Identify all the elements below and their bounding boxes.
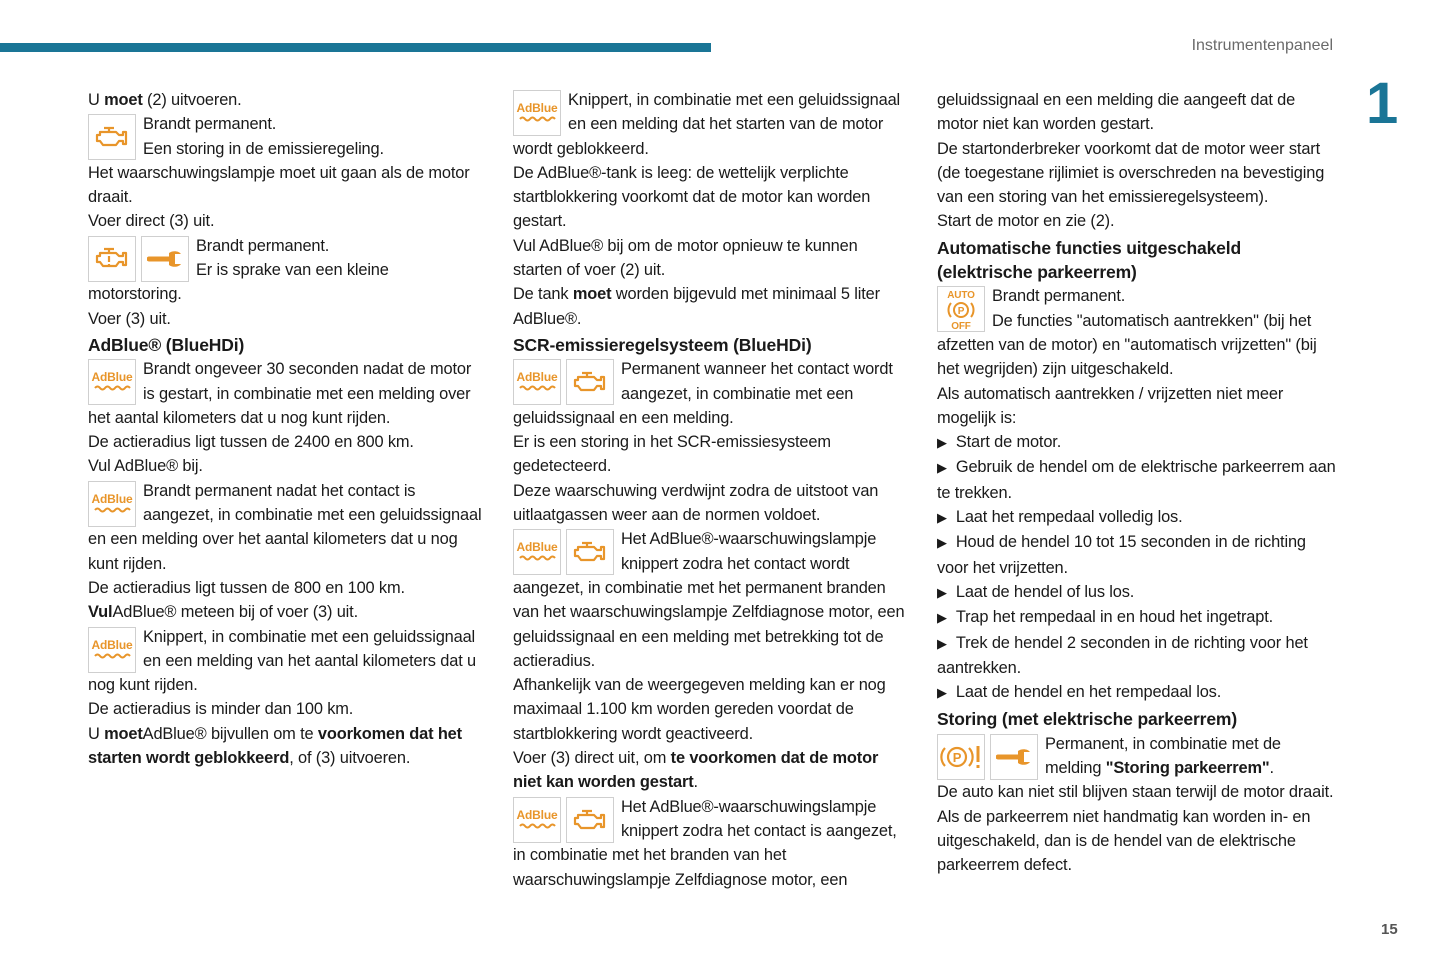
adblue-icon (88, 627, 136, 673)
text-run: De tank (513, 285, 573, 304)
entry-text (88, 625, 486, 698)
svg-text:P: P (957, 306, 965, 318)
bullet-step: ▶ Gebruik de hendel om de elektrische parkeerrem aan te trekken. (937, 455, 1337, 505)
paragraph (937, 805, 1337, 878)
engine-icon (566, 529, 614, 575)
adblue-icon (513, 90, 561, 136)
text-run: Brandt permanent. (992, 287, 1126, 306)
text-run: Brandt permanent. (196, 236, 330, 255)
text-run: . (693, 773, 698, 792)
warning-light-entry (513, 795, 911, 892)
paragraph (937, 382, 1337, 431)
text-run: De actieradius ligt tussen de 800 en 100 km. (88, 578, 405, 597)
text-run: De startonderbreker voorkomt dat de motor weer start (de toegestane rijlimiet is overschreden na bevestiging van een storing van het emissieregelsysteem). (937, 139, 1325, 207)
entry-text (88, 137, 486, 161)
paragraph (88, 430, 486, 454)
paragraph (937, 209, 1337, 233)
text-run: Brandt permanent. (143, 115, 277, 134)
bullet-step: ▶ Laat het rempedaal volledig los. (937, 505, 1337, 530)
paragraph (513, 673, 911, 746)
text-run: De actieradius ligt tussen de 2400 en 800 km. (88, 433, 414, 452)
paragraph (937, 780, 1337, 804)
svg-text:AdBlue: AdBlue (516, 370, 558, 385)
paragraph (88, 454, 486, 478)
text-run: , of (3) uitvoeren. (289, 749, 411, 768)
warning-light-entry (513, 527, 911, 673)
text-run: Afhankelijk van de weergegeven melding kan er nog maximaal 1.100 km worden gereden voordat de startblokkering wordt geactiveerd. (513, 676, 886, 743)
paragraph (88, 307, 486, 331)
adblue-icon (88, 481, 136, 527)
text-run: Brandt permanent nadat het contact is aangezet, in combinatie met een geluidssignaal en een melding over het aantal kilometers dat u nog kunt rijden. (88, 481, 482, 573)
svg-text:AdBlue: AdBlue (516, 807, 558, 822)
entry-text (937, 284, 1337, 308)
warning-icons (88, 236, 189, 282)
column-3 (937, 88, 1337, 878)
text-run: Brandt ongeveer 30 seconden nadat de motor is gestart, in combinatie met een melding over het aantal kilometers dat u nog kunt rijden. (88, 360, 472, 427)
chapter-number: 1 (1366, 71, 1399, 136)
svg-text:AdBlue: AdBlue (516, 101, 558, 115)
warning-light-entry (88, 112, 486, 161)
warning-light-entry (88, 625, 486, 698)
warning-icons (513, 529, 614, 575)
column-2 (513, 88, 911, 892)
section-heading: Storing (met elektrische parkeerrem) (937, 709, 1237, 730)
warning-icons (88, 481, 136, 527)
text-run: Deze waarschuwing verdwijnt zodra de uitstoot van uitlaatgassen weer aan de normen voldoet. (513, 481, 879, 525)
warning-icons (937, 286, 985, 332)
text-run: AdBlue® meteen bij of voer (3) uit. (112, 603, 358, 622)
warning-icons (88, 114, 136, 160)
text-run: Het AdBlue®-waarschuwingslampje knippert zodra het contact is aangezet, in combinatie met het branden van het waarschuwingslampje Zelfdiagnose motor, een (513, 797, 897, 889)
text-run: Start de motor en zie (2). (937, 212, 1115, 231)
text-run: Als automatisch aantrekken / vrijzetten niet meer mogelijk is: (937, 384, 1284, 427)
svg-text:OFF: OFF (951, 321, 971, 331)
bullet-step: ▶ Trek de hendel 2 seconden in de richting voor het aantrekken. (937, 631, 1337, 681)
paragraph (88, 697, 486, 721)
svg-text:AdBlue: AdBlue (91, 637, 133, 652)
paragraph (88, 161, 486, 210)
engine-alert-icon (88, 236, 136, 282)
wrench-icon (141, 236, 189, 282)
text-run: worden bijgevuld met minimaal 5 liter AdBlue®. (513, 285, 880, 328)
text-run: . (1269, 759, 1274, 778)
bold-text: moet (104, 91, 143, 109)
text-run: Het waarschuwingslampje moet uit gaan als de motor draait. (88, 163, 470, 207)
paragraph (88, 600, 486, 624)
svg-text:AdBlue: AdBlue (91, 491, 133, 506)
svg-text:P: P (952, 749, 962, 765)
wrench-icon (990, 734, 1038, 780)
bullet-step: ▶ Start de motor. (937, 430, 1337, 455)
bold-text: voorkomen dat het starten wordt geblokkeerd (88, 724, 462, 768)
paragraph (513, 282, 911, 331)
text-run: Voer (3) direct uit, om (513, 749, 671, 768)
text-run: Er is een storing in het SCR-emissiesysteem gedetecteerd. (513, 433, 831, 476)
bold-text: moet (572, 285, 612, 304)
text-run: Er is sprake van een kleine motorstoring. (88, 261, 389, 304)
bold-text: Vul (88, 603, 113, 622)
warning-icons (513, 359, 614, 405)
section-heading: SCR-emissieregelsysteem (BlueHDi) (513, 334, 812, 355)
entry-text (88, 112, 486, 136)
svg-text:AdBlue: AdBlue (91, 370, 133, 385)
paragraph (513, 430, 911, 479)
entry-text (937, 309, 1337, 382)
paragraph (937, 88, 1337, 137)
svg-text:AdBlue: AdBlue (516, 540, 558, 555)
entry-text (88, 479, 486, 576)
text-run: U (88, 91, 105, 109)
section-heading: AdBlue® (BlueHDi) (88, 334, 245, 355)
warning-light-entry (513, 357, 911, 430)
text-run: Voer (3) uit. (88, 309, 171, 328)
warning-icons (513, 90, 561, 136)
paragraph (513, 746, 911, 795)
section-heading: Automatische functies uitgeschakeld (elektrische parkeerrem) (937, 237, 1241, 283)
bullet-step: ▶ Trap het rempedaal in en houd het ingetrapt. (937, 605, 1337, 630)
text-run: Het AdBlue®-waarschuwingslampje knippert zodra het contact wordt aangezet, in combinatie met het permanent branden van het waarschuwingslampje Zelfdiagnose motor, een geluidssignaal en een melding met betrekking tot de actieradius. (513, 530, 905, 670)
text-run: Vul AdBlue® bij. (88, 457, 203, 476)
text-run: Knippert, in combinatie met een geluidssignaal en een melding van het aantal kilometers dat u nog kunt rijden. (88, 627, 476, 695)
text-run: Permanent wanneer het contact wordt aangezet, in combinatie met een geluidssignaal en een melding. (513, 360, 893, 427)
bullet-step: ▶ Houd de hendel 10 tot 15 seconden in de richting voor het vrijzetten. (937, 530, 1337, 580)
paragraph (88, 576, 486, 600)
warning-icons (88, 359, 136, 405)
paragraph (88, 209, 486, 233)
paragraph (513, 161, 911, 234)
text-run: Vul AdBlue® bij om de motor opnieuw te kunnen starten of voer (2) uit. (513, 236, 858, 280)
entry-text (88, 357, 486, 430)
engine-icon (88, 114, 136, 160)
bullet-step: ▶ Laat de hendel of lus los. (937, 580, 1337, 605)
text-run: De auto kan niet stil blijven staan terwijl de motor draait. (937, 783, 1334, 802)
warning-light-entry (88, 479, 486, 576)
paragraph (88, 88, 486, 112)
paragraph (88, 722, 486, 771)
warning-light-entry (513, 88, 911, 161)
paragraph (513, 479, 911, 528)
paragraph (513, 234, 911, 283)
bold-text: te voorkomen dat de motor niet kan worden gestart (513, 749, 879, 792)
text-run: (2) uitvoeren. (142, 91, 242, 109)
warning-light-entry (88, 357, 486, 430)
section-title: Instrumentenpaneel (1191, 37, 1333, 54)
text-run: De AdBlue®-tank is leeg: de wettelijk verplichte startblokkering voorkomt dat de motor kan worden gestart. (513, 163, 871, 231)
column-1 (88, 88, 486, 770)
adblue-icon (88, 359, 136, 405)
warning-light-entry (937, 284, 1337, 381)
text-run: Permanent, in combinatie met de melding (1045, 734, 1281, 778)
text-run: geluidssignaal en een melding die aangeeft dat de motor niet kan worden gestart. (937, 91, 1296, 134)
svg-text:AUTO: AUTO (947, 290, 975, 302)
text-run: Als de parkeerrem niet handmatig kan worden in- en uitgeschakeld, dan is de hendel van de elektrische parkeerrem defect. (937, 807, 1311, 875)
engine-icon (566, 797, 614, 843)
paragraph (937, 137, 1337, 210)
park-brake-fault-icon (937, 734, 985, 780)
text-run: AdBlue® bijvullen om te (142, 724, 318, 743)
adblue-icon (513, 529, 561, 575)
text-run: De actieradius is minder dan 100 km. (88, 700, 354, 719)
text-run: Knippert, in combinatie met een geluidssignaal en een melding dat het starten van de motor wordt geblokkeerd. (513, 91, 901, 158)
bold-text: moet (104, 724, 143, 743)
text-run: Voer direct (3) uit. (88, 212, 215, 231)
engine-icon (566, 359, 614, 405)
adblue-icon (513, 359, 561, 405)
warning-icons (513, 797, 614, 843)
text-run: U (88, 724, 105, 743)
warning-icons (937, 734, 1038, 780)
entry-text (513, 88, 911, 161)
warning-light-entry (937, 732, 1337, 781)
header-accent-bar (0, 43, 711, 52)
auto-park-off-icon (937, 286, 985, 332)
text-run: De functies "automatisch aantrekken" (bij het afzetten van de motor) en "automatisch vrijzetten" (bij het wegrijden) zijn uitgeschakeld. (937, 311, 1317, 379)
warning-icons (88, 627, 136, 673)
bullet-step: ▶ Laat de hendel en het rempedaal los. (937, 680, 1337, 705)
bold-text: "Storing parkeerrem" (1105, 759, 1270, 778)
text-run: Een storing in de emissieregeling. (143, 139, 384, 158)
warning-light-entry (88, 234, 486, 307)
adblue-icon (513, 797, 561, 843)
page-number: 15 (1381, 921, 1398, 938)
